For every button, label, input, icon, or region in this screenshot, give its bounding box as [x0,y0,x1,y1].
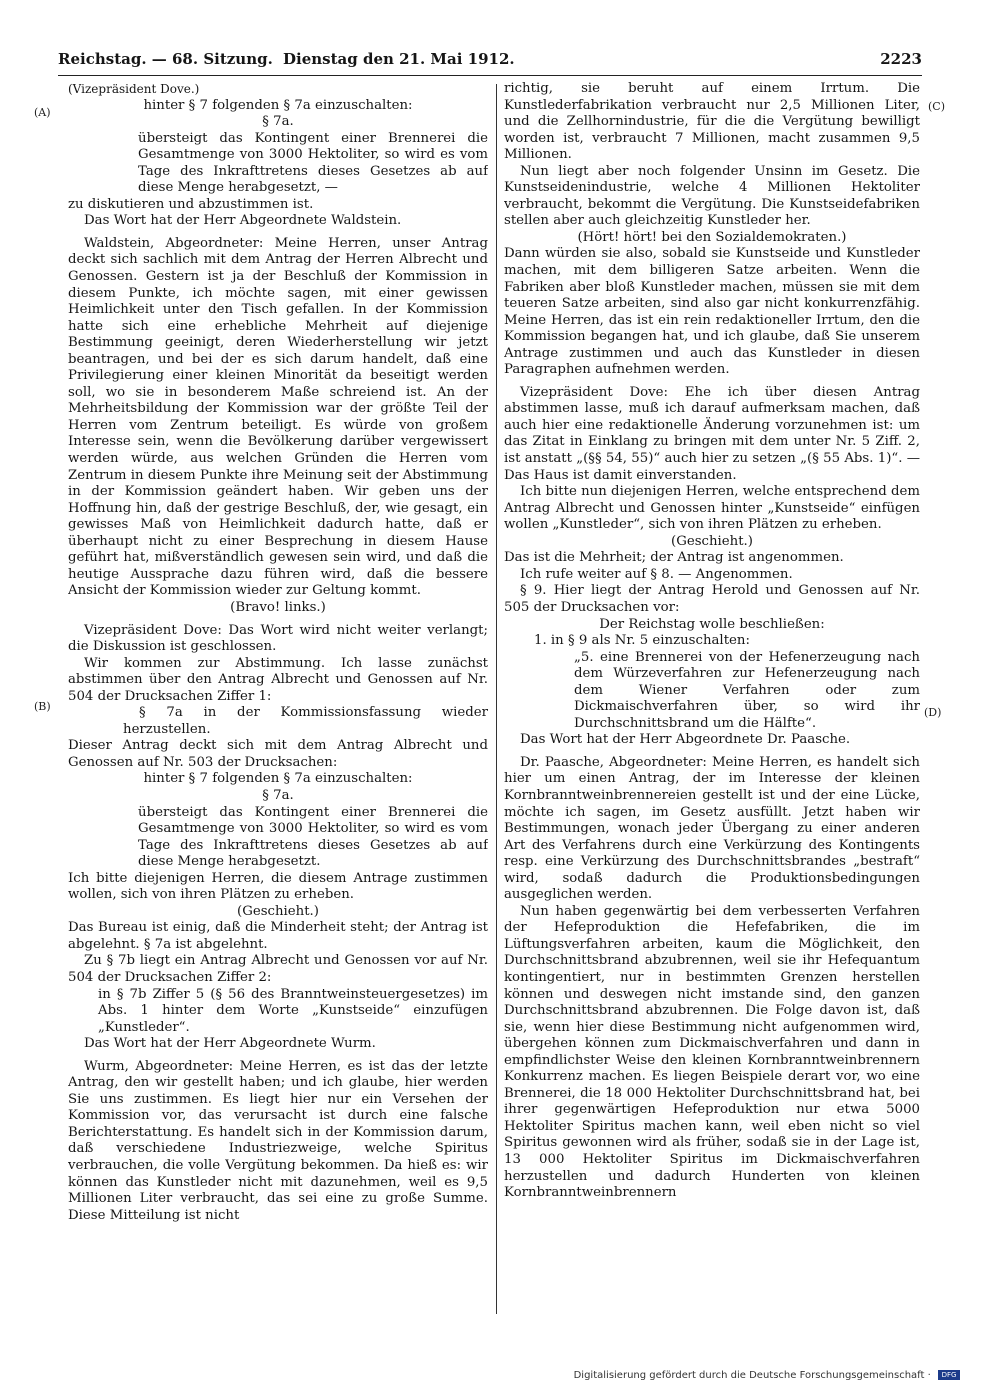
column-divider [496,84,497,1314]
paragraph: Das Wort hat der Herr Abgeordnete Dr. Paasche. [520,732,851,748]
paragraph: Ich rufe weiter auf § 8. — Angenommen. [520,566,793,582]
paragraph: Wir kommen zur Abstimmung. Ich lasse zunächst abstimmen über den Antrag Albrecht und Genossen auf Nr. 504 der Drucksachen Ziffer 1: [68,655,488,704]
speaker-note: (Vizepräsident Dove.) [68,82,200,96]
header-title: Reichstag. — 68. Sitzung. [58,50,273,68]
paragraph: hinter § 7 folgenden § 7a einzuschalten: [143,771,413,787]
dfg-logo-icon: DFG [938,1370,960,1380]
speech-paragraph: Vizepräsident Dove: Das Wort wird nicht weiter verlangt; die Diskussion ist geschlossen. [68,622,488,655]
paragraph: Dieser Antrag deckt sich mit dem Antrag Albrecht und Genossen auf Nr. 503 der Drucksachen: [68,738,488,770]
header-rule [58,75,922,76]
paragraph: Zu § 7b liegt ein Antrag Albrecht und Genossen vor auf Nr. 504 der Drucksachen Ziffer 2: [68,953,488,985]
right-column [504,81,920,1202]
speech-paragraph: Vizepräsident Dove: Ehe ich über diesen Antrag abstimmen lasse, muß ich darauf aufmerksam machen, daß auch hier eine redaktionelle Änderung vorzunehmen ist: um das Zitat in Einklang zu bringen mit dem unter Nr. 5 Ziff. 2, ist anstatt „(§§ 54, 55)“ auch hier zu setzen „(§ 55 Abs. 1)“. — Das Haus ist damit einverstanden. [504,384,920,483]
left-column [68,81,488,1224]
interjection: (Bravo! links.) [230,599,326,615]
quoted-text: übersteigt das Kontingent einer Brennerei die Gesamtmenge von 3000 Hektoliter, so wird es vom Tage des Inkrafttretens dieses Gesetzes ab auf diese Menge herabgesetzt, — [138,130,488,196]
paragraph: Das Wort hat der Herr Abgeordnete Wurm. [84,1036,376,1052]
margin-marker-a: (A) [34,106,51,119]
paragraph: Nun liegt aber noch folgender Unsinn im Gesetz. Die Kunstseidenindustrie, welche 4 Millionen Hektoliter verbraucht, bekommt die Vergütung. Die Kunstseidefabriken stellen aber auch gleichzeitig Kunstleder her. [504,163,920,229]
speech-paragraph: Waldstein, Abgeordneter: Meine Herren, unser Antrag deckt sich sachlich mit dem Antrag der Herren Albrecht und Genossen. Gestern ist ja der Beschluß der Kommission in diesem Punkte, ich möchte sagen, mit einer gewissen Heimlichkeit unter den Tisch gefallen. In der Kommission hatte sich eine erhebliche Mehrheit auf diejenige Bestimmung geeinigt, deren Wiederherstellung wir jetzt beantragen, und bei der es sich darum handelt, daß eine Privilegierung einer kleinen Minorität da beseitigt werden soll, wo sie in besonderem Maße schreiend ist. An der Mehrheitsbildung der Kommission war der größte Teil der Herren vom Zentrum beteiligt. Es würde von großem Interesse sein, wenn die Bevölkerung darüber vergewissert werden würde, aus welchen Gründen die Herren vom Zentrum in diesem Punkte ihre Meinung seit der Abstimmung in der Kommission geändert haben. Wir geben uns der Hoffnung hin, daß der gestrige Beschluß, der, wie gesagt, ein gewisses Maß von Heimlichkeit dadurch hatte, daß er überhaupt nicht zu einer Besprechung in diesem Hause geführt hat, mißverständlich gewesen sein wird, und daß die heutige Aussprache dazu führen wird, daß die bessere Ansicht der Kommission wieder zur Geltung kommt. [68,235,488,599]
quoted-text: 1. in § 9 als Nr. 5 einzuschalten: [534,633,750,649]
paragraph: hinter § 7 folgenden § 7a einzuschalten: [143,97,413,113]
footer-credit [574,1370,960,1381]
section-heading: § 7a. [262,114,294,130]
header-date: Dienstag den 21. Mai 1912. [283,50,515,68]
paragraph: Nun haben gegenwärtig bei dem verbesserten Verfahren der Hefeproduktion die Hefefabriken, die im Lüftungsverfahren arbeiten, kaum die Möglichkeit, den Durchschnittsbrand abzubrennen, weil sie ihr Hefequantum kontingentiert, nur in bestimmten Grenzen herstellen können und deswegen nicht imstande sind, den ganzen Durchschnittsbrand abzubrennen. Die Folge davon ist, daß sie, wenn hier diese Bestimmung nicht aufgenommen wird, übergehen können zum Dickmaischverfahren und dann in empfindlichster Weise den kleinen Kornbranntweinbrennern Konkurrenz machen. Es liegen Beispiele derart vor, wo eine Brennerei, die 18 000 Hektoliter Durchschnittsbrand hat, bei ihrer gegenwärtigen Hefeproduktion nur etwa 5000 Hektoliter Spiritus machen kann, weil eben nicht so viel Spiritus gewonnen wird als früher, sodaß sie in der Lage ist, 13 000 Hektoliter Spiritus im Dickmaischverfahren herzustellen und dadurch Hunderten von kleinen Kornbranntweinbrennern [504,903,920,1201]
speech-paragraph: Wurm, Abgeordneter: Meine Herren, es ist das der letzte Antrag, den wir gestellt haben; und ich glaube, hier werden Sie uns zustimmen. Es liegt hier nur ein Versehen der Kommission vor, das verursacht ist durch eine falsche Berichterstattung. Es handelt sich in der Kommission darum, daß verschiedene Industriezweige, welche Spiritus verbrauchen, die volle Vergütung bekommen. Da hieß es: wir können das Kunstleder nicht mit dazunehmen, weil es 9,5 Millionen Liter verbraucht, das sei eine zu große Summe. Diese Mitteilung ist nicht [68,1058,488,1223]
paragraph: Der Reichstag wolle beschließen: [599,616,825,632]
margin-marker-d: (D) [924,706,942,719]
interjection: (Hört! hört! bei den Sozialdemokraten.) [577,229,847,245]
margin-marker-b: (B) [34,700,51,713]
quoted-text: § 7a in der Kommissionsfassung wieder herzustellen. [123,705,488,737]
quoted-text: in § 7b Ziffer 5 (§ 56 des Branntweinsteuergesetzes) im Abs. 1 hinter dem Worte „Kunstseide“ einzufügen „Kunstleder“. [98,986,488,1035]
paragraph: Ich bitte diejenigen Herren, die diesem Antrage zustimmen wollen, sich von ihren Plätzen zu erheben. [68,870,488,903]
quoted-text: „5. eine Brennerei von der Hefenerzeugung nach dem Würzeverfahren zur Hefenerzeugung nach dem Wiener Verfahren oder zum Dickmaischverfahren über, so wird ihr Durchschnittsbrand um die Hälfte“. [574,649,920,731]
paragraph: Das Wort hat der Herr Abgeordnete Waldstein. [84,213,402,229]
quoted-text: übersteigt das Kontingent einer Brennerei die Gesamtmenge von 3000 Hektoliter, so wird es vom Tage des Inkrafttretens dieses Gesetzes ab auf diese Menge herabgesetzt. [138,804,488,870]
section-heading: § 7a. [262,787,294,803]
interjection: (Geschieht.) [237,903,319,919]
speech-paragraph: Dr. Paasche, Abgeordneter: Meine Herren, es handelt sich hier um einen Antrag, der im Interesse der kleinen Kornbranntweinbrennereien gestellt ist und der eine Lücke, möchte ich sagen, im Gesetz ausfüllt. Jetzt haben wir Bestimmungen, wonach jeder Übergang zu einer anderen Art des Verfahrens durch eine Verkürzung des Kontingents resp. eine Verkürzung des Durchschnittsbrandes „bestraft“ wird, sodaß dadurch die Produktionsbedingungen ausgeglichen werden. [504,754,920,903]
paragraph: § 9. Hier liegt der Antrag Herold und Genossen auf Nr. 505 der Drucksachen vor: [504,583,920,615]
paragraph: Das ist die Mehrheit; der Antrag ist angenommen. [504,550,844,566]
paragraph: Ich bitte nun diejenigen Herren, welche entsprechend dem Antrag Albrecht und Genossen hinter „Kunstseide“ einfügen wollen „Kunstleder“, sich von ihren Plätzen zu erheben. [504,484,920,533]
speech-paragraph: richtig, sie beruht auf einem Irrtum. Die Kunstlederfabrikation verbraucht nur 2,5 Millionen Liter, und die Zellhornindustrie, für die die Vergütung bewilligt worden ist, verbraucht 7 Millionen, macht zusammen 9,5 Millionen. [504,81,920,163]
interjection: (Geschieht.) [671,533,753,549]
footer-text: Digitalisierung gefördert durch die Deutsche Forschungsgemeinschaft · [573,1370,931,1381]
page-header [58,50,922,74]
page-number: 2223 [880,50,922,68]
paragraph: Dann würden sie also, sobald sie Kunstseide und Kunstleder machen, mit dem billigeren Satze arbeiten. Wenn die Fabriken aber bloß Kunstleder machen, müssen sie mit dem teueren Satze arbeiten, sind also gar nicht konkurrenzfähig. Meine Herren, das ist ein rein redaktioneller Irrtum, den die Kommission begangen hat, und ich glaube, daß Sie unserem Antrage zustimmen und auch das Kunstleder in diesen Paragraphen aufnehmen werden. [504,246,920,378]
paragraph: zu diskutieren und abzustimmen ist. [68,196,314,212]
margin-marker-c: (C) [928,100,945,113]
paragraph: Das Bureau ist einig, daß die Minderheit steht; der Antrag ist abgelehnt. § 7a ist abgelehnt. [68,920,488,952]
